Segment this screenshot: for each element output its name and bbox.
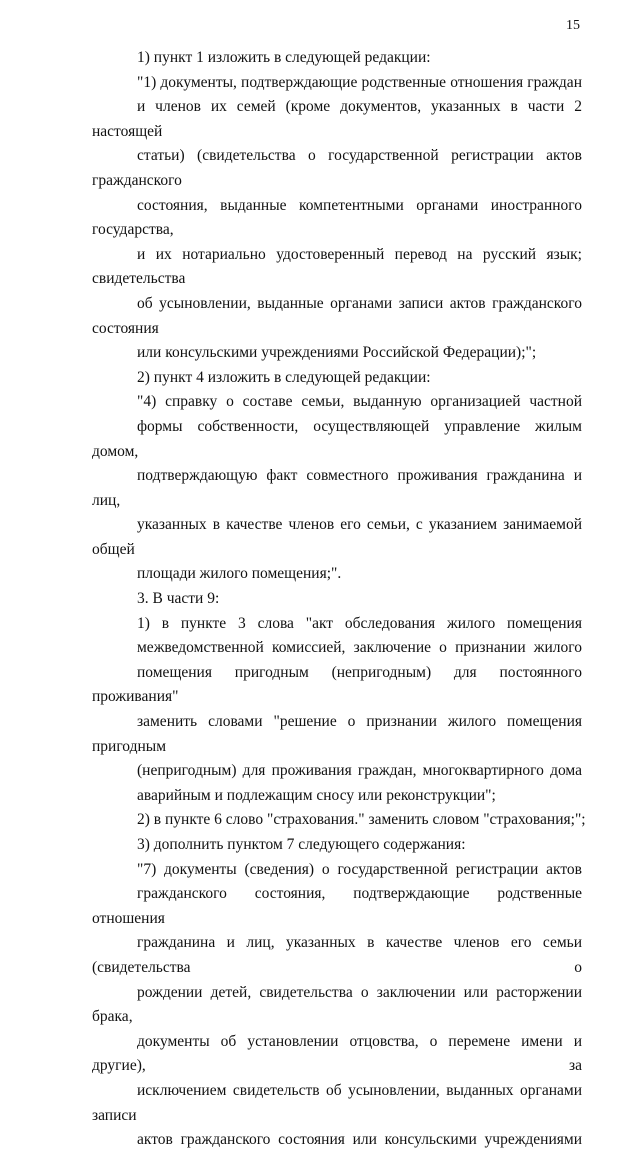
text-line: "4) справку о составе семьи, выданную организацией частной [137, 393, 582, 411]
text-line: об усыновлении, выданные органами записи актов гражданского состояния [92, 294, 582, 337]
text-line: 2) в пункте 6 слово "страхования." заменить словом "страхования;"; [137, 811, 586, 829]
text-line: 2) пункт 4 изложить в следующей редакции: [137, 368, 431, 386]
text-line: указанных в качестве членов его семьи, с указанием занимаемой общей [92, 516, 582, 558]
paragraph [92, 390, 582, 587]
text-line: межведомственной комиссией, заключение о признании жилого [137, 639, 582, 657]
text-line: гражданина и лиц, указанных в качестве членов его семьи (свидетельства о [92, 934, 582, 976]
text-line: 3) дополнить пунктом 7 следующего содержания: [137, 836, 466, 853]
paragraph [92, 833, 582, 858]
text-line: и их нотариально удостоверенный перевод на русский язык; свидетельства [92, 245, 582, 288]
text-line: состояния, выданные компетентными органами иностранного государства, [92, 196, 582, 239]
text-line: актов гражданского состояния или консульскими учреждениями [137, 1131, 582, 1149]
text-line: рождении детей, свидетельства о заключении или расторжении брака, [92, 983, 582, 1026]
text-line: заменить словами "решение о признании жилого помещения пригодным [92, 713, 582, 755]
text-line: 3. В части 9: [137, 590, 220, 608]
text-line: "7) документы (сведения) о государственной регистрации актов [137, 860, 582, 878]
text-line: "1) документы, подтверждающие родственные отношения граждан [137, 73, 582, 91]
text-line: документы об установлении отцовства, о перемене имени и другие), за [92, 1032, 582, 1075]
document-body [92, 46, 586, 1153]
text-line: гражданского состояния, подтверждающие родственные отношения [92, 885, 582, 927]
paragraph [92, 858, 582, 1153]
text-line: формы собственности, осуществляющей управление жилым домом, [92, 417, 582, 460]
text-line: аварийным и подлежащим сносу или реконструкции"; [137, 786, 496, 804]
text-line: статьи) (свидетельства о государственной регистрации актов гражданского [92, 147, 582, 189]
text-line: исключением свидетельств об усыновлении, выданных органами записи [92, 1081, 582, 1124]
paragraph [92, 366, 582, 391]
text-line: подтверждающую факт совместного проживания гражданина и лиц, [92, 467, 582, 509]
text-line: и членов их семей (кроме документов, указанных в части 2 настоящей [92, 98, 582, 140]
text-line: или консульскими учреждениями Российской Федерации);"; [137, 344, 537, 362]
paragraph [92, 71, 582, 366]
text-line: 1) пункт 1 изложить в следующей редакции: [137, 49, 431, 66]
paragraph [92, 46, 582, 71]
page-number: 15 [566, 18, 580, 33]
paragraph [92, 587, 582, 612]
text-line: (непригодным) для проживания граждан, многоквартирного дома [137, 762, 582, 780]
text-line: 1) в пункте 3 слова "акт обследования жилого помещения [137, 614, 582, 632]
paragraph [92, 808, 586, 833]
text-line: площади жилого помещения;". [137, 565, 342, 583]
text-line: помещения пригодным (непригодным) для постоянного проживания" [92, 663, 582, 706]
paragraph [92, 612, 582, 809]
